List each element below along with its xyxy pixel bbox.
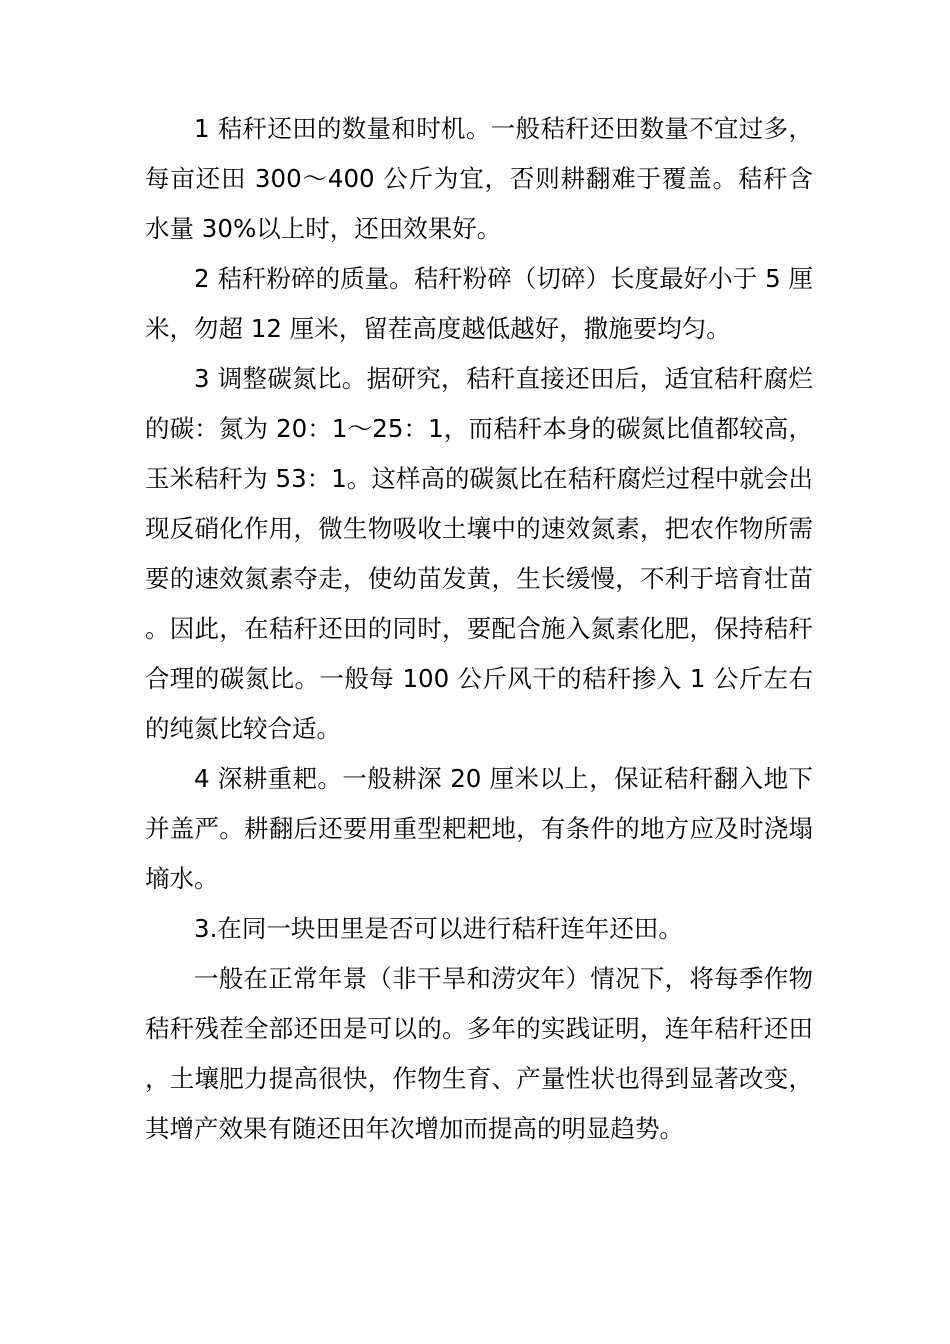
paragraph-deep-plowing: 4 深耕重耙。一般耕深 20 厘米以上，保证秸秆翻入地下并盖严。耕翻后还要用重型耙耙地，有条件的地方应及时浇塌墒水。 [145,764,813,893]
document-body [145,104,813,1154]
paragraph-straw-quantity-timing: 1 秸秆还田的数量和时机。一般秸秆还田数量不宜过多，每亩还田 300～400 公斤为宜，否则耕翻难于覆盖。秸秆含水量 30%以上时，还田效果好。 [145,114,813,243]
section-heading-continuous-return: 3.在同一块田里是否可以进行秸秆连年还田。 [194,914,683,943]
paragraph-carbon-nitrogen-ratio: 3 调整碳氮比。据研究，秸秆直接还田后，适宜秸秆腐烂的碳：氮为 20：1～25：1，而秸秆本身的碳氮比值都较高，玉米秸秆为 53：1。这样高的碳氮比在秸秆腐烂过程中就会出现反硝化作用，微生物吸收土壤中的速效氮素，把农作物所需要的速效氮素夺走，使幼苗发黄，生长缓慢，不利于培育壮苗。因此，在秸秆还田的同时，要配合施入氮素化肥，保持秸秆合理的碳氮比。一般每 100 公斤风干的秸秆掺入 1 公斤左右的纯氮比较合适。 [145,364,813,743]
paragraph-continuous-return-answer: 一般在正常年景（非干旱和涝灾年）情况下，将每季作物秸秆残茬全部还田是可以的。多年的实践证明，连年秸秆还田，土壤肥力提高很快，作物生育、产量性状也得到显著改变，其增产效果有随还田年次增加而提高的明显趋势。 [145,964,813,1143]
paragraph-straw-crushing-quality: 2 秸秆粉碎的质量。秸秆粉碎（切碎）长度最好小于 5 厘米，勿超 12 厘米，留茬高度越低越好，撒施要均匀。 [145,264,813,343]
